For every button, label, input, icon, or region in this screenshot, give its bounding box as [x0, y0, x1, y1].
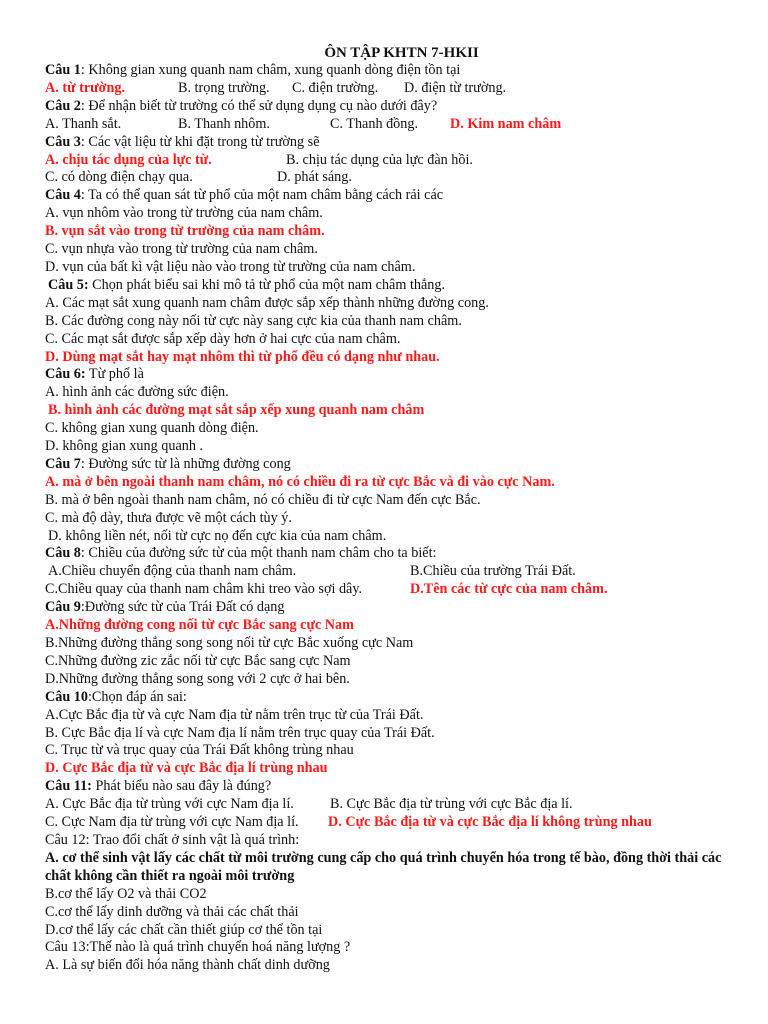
option-c: C. Trục từ và trục quay của Trái Đất không trùng nhau	[45, 742, 354, 759]
option-d: D. vụn của bất kì vật liệu nào vào trong từ trường của nam châm.	[45, 258, 416, 275]
option-b-correct: B. vụn sắt vào trong từ trường của nam châm.	[45, 223, 325, 240]
question-lead: Câu 7	[45, 455, 81, 472]
option-b: B.Những đường thẳng song song nối từ cực Bắc xuống cực Nam	[45, 635, 414, 651]
question-1	[45, 62, 748, 80]
question-text: :Đường sức từ của Trái Đất có dạng	[80, 599, 285, 616]
option-b: B.cơ thể lấy O2 và thải CO2	[45, 885, 207, 902]
question-1-options	[45, 80, 748, 98]
question-lead: Câu 1	[45, 62, 81, 78]
question-lead: Câu 11:	[45, 778, 92, 795]
option-d: D. không liền nét, nối từ cực nọ đến cực kia của nam châm.	[48, 527, 387, 544]
option-b: B. trọng trường.	[178, 79, 270, 96]
option-a-correct: A. chịu tác dụng của lực từ.	[45, 151, 212, 168]
question-11	[45, 778, 748, 796]
option-d: D.cơ thể lấy các chất cần thiết giúp cơ thể tồn tại	[45, 921, 323, 938]
option-a: A. Cực Bắc địa từ trùng với cực Nam địa lí.	[45, 796, 294, 813]
question-2	[45, 98, 748, 116]
question-3	[45, 134, 748, 152]
question-8-options-row-1	[45, 563, 748, 581]
option-c: C.Chiều quay của thanh nam châm khi treo vào sợi dây.	[45, 581, 363, 598]
option-c: C.cơ thể lấy dinh dưỡng và thải các chất thải	[45, 903, 299, 920]
question-lead: Câu 13	[45, 939, 86, 956]
question-lead: Câu 3	[45, 133, 81, 150]
option-c: C. Các mạt sắt được sắp xếp dày hơn ở hai cực của nam châm.	[45, 330, 401, 347]
question-2-options	[45, 116, 748, 134]
option-a: A.Chiều chuyển động của thanh nam châm.	[48, 563, 297, 580]
option-a: A. hình ảnh các đường sức điện.	[45, 384, 229, 401]
question-12	[45, 832, 748, 850]
question-text: : Để nhận biết từ trường có thể sử dụng dụng cụ nào dưới đây?	[80, 97, 438, 114]
option-b: B. chịu tác dụng của lực đàn hồi.	[286, 151, 473, 168]
option-a: A. Thanh sắt.	[45, 115, 122, 132]
option-a: A.Cực Bắc địa từ và cực Nam địa từ nằm trên trục từ của Trái Đất.	[45, 706, 424, 723]
question-text: Chọn phát biểu sai khi mô tả từ phổ của một nam châm thẳng.	[88, 276, 446, 293]
question-9	[45, 599, 748, 617]
question-text: : Chiều của đường sức từ của một thanh nam châm cho ta biết:	[80, 545, 437, 562]
option-a-correct: A. cơ thể sinh vật lấy các chất từ môi trường cung cấp cho quá trình chuyển hóa trong tế bào, đồng thời thải các chất không cần thiết ra ngoài môi trường	[45, 849, 722, 884]
question-4	[45, 187, 748, 205]
option-d-correct: D. Cực Bắc địa từ và cực Bắc địa lí không trùng nhau	[328, 814, 652, 831]
document-title: ÔN TẬP KHTN 7-HKII	[324, 45, 479, 61]
question-text: : Ta có thể quan sát từ phổ của một nam châm bằng cách rải các	[80, 187, 444, 204]
question-text: : Các vật liệu từ khi đặt trong từ trường sẽ	[80, 133, 320, 150]
question-text: Phát biểu nào sau đây là đúng?	[91, 778, 272, 795]
option-c: C. Cực Nam địa từ trùng với cực Nam địa lí.	[45, 814, 299, 831]
question-lead: Câu 2	[45, 97, 81, 114]
option-d: D. không gian xung quanh .	[45, 438, 204, 455]
option-c: C.Những đường zic zắc nối từ cực Bắc sang cực Nam	[45, 652, 351, 669]
question-lead: Câu 8	[45, 545, 81, 562]
question-lead: Câu 4	[45, 187, 81, 204]
option-a: A. Các mạt sắt xung quanh nam châm được sắp xếp thành những đường cong.	[45, 294, 489, 311]
option-d-correct: D. Dùng mạt sắt hay mạt nhôm thì từ phổ đều có dạng như nhau.	[45, 348, 440, 365]
question-text: : Đường sức từ là những đường cong	[80, 455, 291, 472]
question-11-options-row-1	[45, 796, 748, 814]
option-b: B. Các đường cong này nối từ cực này sang cực kia của thanh nam châm.	[45, 312, 462, 329]
option-b: B. Thanh nhôm.	[178, 115, 270, 132]
question-text: : Trao đổi chất ở sinh vật là quá trình:	[85, 831, 300, 848]
option-d: D.Những đường thẳng song song với 2 cực ở hai bên.	[45, 670, 350, 687]
option-d-correct: D.Tên các từ cực của nam châm.	[410, 581, 608, 598]
option-d: D. điện từ trường.	[404, 79, 507, 96]
option-c: C. không gian xung quanh dòng điện.	[45, 420, 259, 437]
option-d: D. phát sáng.	[277, 169, 352, 186]
question-13	[45, 939, 748, 957]
option-c: C. mà độ dày, thưa được vẽ một cách tùy ý.	[45, 509, 292, 526]
question-text: :Chọn đáp án sai:	[87, 688, 187, 705]
question-11-options-row-2	[45, 814, 748, 832]
option-b: B.Chiều của trường Trái Đất.	[410, 563, 576, 580]
question-lead: Câu 12	[45, 831, 86, 848]
option-c: C. có dòng điện chạy qua.	[45, 169, 193, 186]
option-b-correct: B. hình ảnh các đường mạt sắt sắp xếp xung quanh nam châm	[48, 402, 425, 419]
option-b: B. mà ở bên ngoài thanh nam châm, nó có chiều đi từ cực Nam đến cực Bắc.	[45, 491, 481, 508]
option-b: B. Cực Bắc địa lí và cực Nam địa lí nằm trên trục quay của Trái Đất.	[45, 724, 435, 741]
question-7	[45, 456, 748, 474]
question-lead: Câu 9	[45, 599, 81, 616]
option-d-correct: D. Cực Bắc địa từ và cực Bắc địa lí trùng nhau	[45, 760, 328, 777]
question-10	[45, 689, 748, 707]
question-lead: Câu 10	[45, 688, 88, 705]
question-text: : Không gian xung quanh nam châm, xung quanh dòng điện tồn tại	[80, 62, 461, 78]
question-3-options-row-2	[45, 169, 748, 187]
question-text: :Thế nào là quá trình chuyển hoá năng lượng ?	[85, 939, 351, 956]
question-5	[45, 277, 748, 295]
option-a-correct: A. từ trường.	[45, 79, 126, 96]
option-a: A. Là sự biến đổi hóa năng thành chất dinh dưỡng	[45, 957, 330, 974]
question-text: Từ phổ là	[85, 366, 144, 383]
option-a-correct: A.Những đường cong nối từ cực Bắc sang cực Nam	[45, 617, 354, 634]
question-3-options-row-1	[45, 152, 748, 170]
question-8-options-row-2	[45, 581, 748, 599]
option-c: C. vụn nhựa vào trong từ trường của nam châm.	[45, 241, 318, 258]
option-a: A. vụn nhôm vào trong từ trường của nam châm.	[45, 205, 323, 222]
question-8	[45, 545, 748, 563]
option-d-correct: D. Kim nam châm	[450, 115, 562, 132]
option-b: B. Cực Bắc địa từ trùng với cực Bắc địa lí.	[330, 796, 573, 813]
option-c: C. điện trường.	[292, 79, 379, 96]
option-c: C. Thanh đồng.	[330, 115, 419, 132]
question-lead: Câu 5:	[48, 276, 89, 293]
question-6	[45, 366, 748, 384]
option-a-correct: A. mà ở bên ngoài thanh nam châm, nó có chiều đi ra từ cực Bắc và đi vào cực Nam.	[45, 473, 555, 490]
question-lead: Câu 6:	[45, 366, 86, 383]
